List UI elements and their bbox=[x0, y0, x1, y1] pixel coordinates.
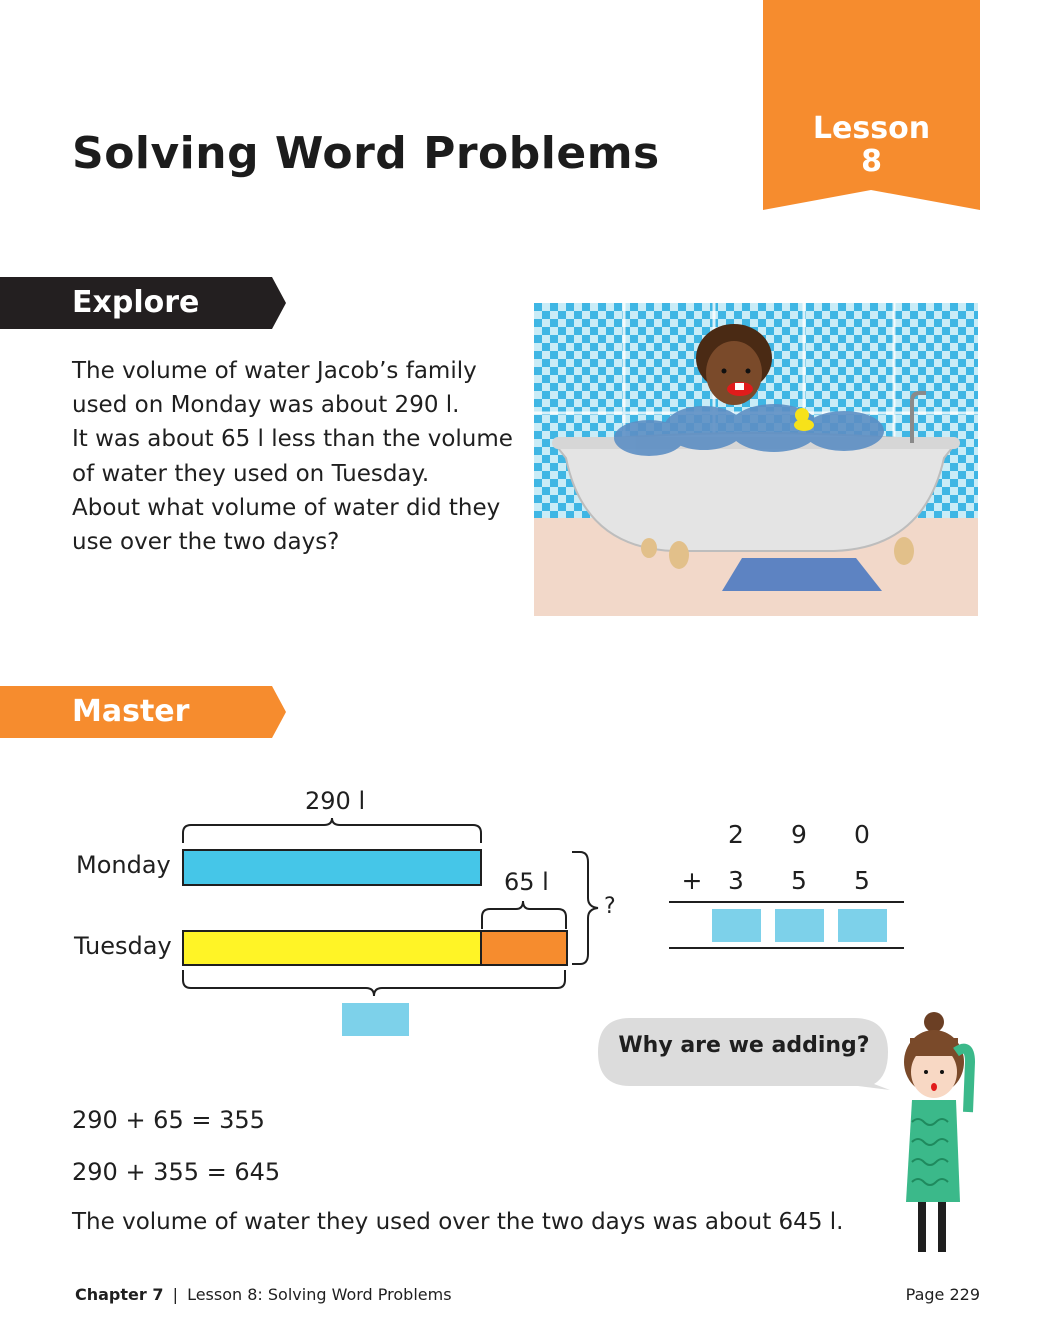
explore-line: It was about 65 l less than the volume bbox=[72, 426, 513, 453]
addend-digit: 3 bbox=[728, 866, 744, 895]
master-heading: Master bbox=[72, 694, 190, 729]
sum-line-bottom bbox=[669, 947, 904, 949]
monday-amount-label: 290 l bbox=[305, 787, 366, 815]
page-title: Solving Word Problems bbox=[72, 128, 660, 179]
explore-line: About what volume of water did they bbox=[72, 494, 501, 521]
explore-line: of water they used on Tuesday. bbox=[72, 460, 430, 487]
monday-brace bbox=[180, 815, 485, 845]
explore-problem-text bbox=[72, 354, 512, 559]
explore-line: The volume of water Jacob’s family bbox=[72, 358, 477, 384]
equation: 290 + 65 = 355 bbox=[72, 1106, 265, 1134]
sum-answer-box[interactable] bbox=[838, 909, 887, 942]
plus-sign: + bbox=[681, 866, 703, 895]
lesson-badge bbox=[763, 112, 980, 178]
girl-character bbox=[898, 1012, 980, 1258]
equation: 290 + 355 = 645 bbox=[72, 1158, 281, 1186]
difference-brace bbox=[478, 895, 572, 931]
footer-divider: | bbox=[172, 1285, 178, 1304]
conclusion-text: The volume of water they used over the two days was about 645 l. bbox=[72, 1209, 844, 1235]
tuesday-label: Tuesday bbox=[74, 932, 172, 960]
addend-digit: 5 bbox=[791, 866, 807, 895]
lesson-label: Lesson bbox=[812, 111, 931, 146]
footer-breadcrumb bbox=[75, 1285, 452, 1304]
addend-digit: 2 bbox=[728, 820, 744, 849]
speech-bubble-text: Why are we adding? bbox=[618, 1033, 870, 1058]
explore-line: use over the two days? bbox=[72, 529, 340, 556]
total-question-mark: ? bbox=[604, 894, 616, 919]
monday-bar bbox=[182, 849, 482, 886]
monday-label: Monday bbox=[76, 851, 171, 879]
footer-chapter: Chapter 7 bbox=[75, 1285, 164, 1304]
explore-line: used on Monday was about 290 l. bbox=[72, 392, 460, 419]
sum-answer-box[interactable] bbox=[712, 909, 761, 942]
footer-lesson: Lesson 8: Solving Word Problems bbox=[187, 1285, 452, 1304]
total-brace bbox=[570, 850, 604, 968]
lesson-number: 8 bbox=[861, 144, 882, 179]
tuesday-answer-box[interactable] bbox=[342, 1003, 409, 1036]
difference-label: 65 l bbox=[504, 868, 549, 896]
page-number: Page 229 bbox=[905, 1285, 980, 1304]
tuesday-bar-part bbox=[182, 930, 482, 966]
addend-digit: 9 bbox=[791, 820, 807, 849]
explore-heading: Explore bbox=[72, 285, 200, 320]
sum-answer-box[interactable] bbox=[775, 909, 824, 942]
tuesday-difference-bar bbox=[480, 930, 568, 966]
addend-digit: 5 bbox=[854, 866, 870, 895]
addend-digit: 0 bbox=[854, 820, 870, 849]
bath-illustration bbox=[534, 303, 978, 616]
sum-line-top bbox=[669, 901, 904, 903]
tuesday-brace bbox=[180, 968, 572, 1000]
